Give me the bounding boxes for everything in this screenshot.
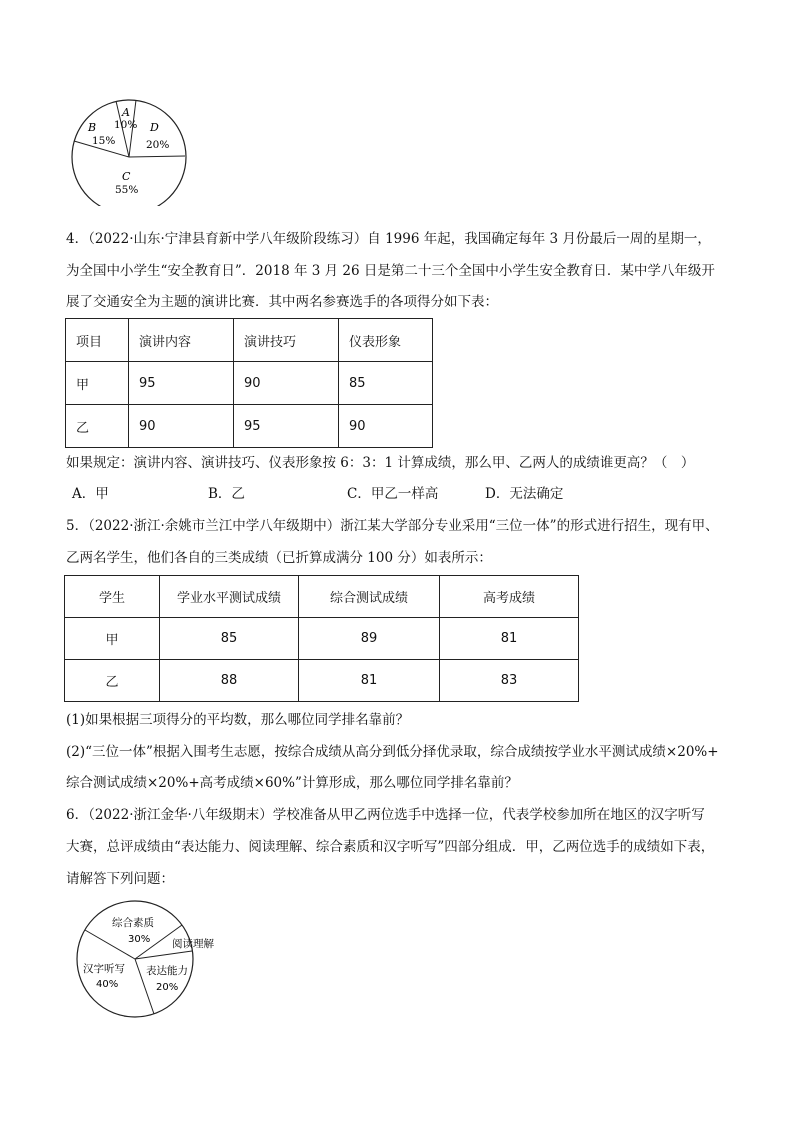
table-cell: 81 <box>440 618 579 660</box>
pie2-pct-hanzi: 40% <box>96 979 119 990</box>
q4-question: 如果规定：演讲内容、演讲技巧、仪表形象按 6：3：1 计算成绩，那么甲、乙两人的成绩谁更高？（ ） <box>66 455 695 471</box>
table-cell: 95 <box>129 362 234 405</box>
table-row <box>65 660 579 702</box>
pie1-label-a: A <box>122 106 130 119</box>
table-cell: 甲 <box>65 618 160 660</box>
pie1-pct-c: 55% <box>115 184 139 196</box>
table-cell: 甲 <box>66 362 129 405</box>
pie-chart-abcd <box>66 96 196 206</box>
q4-option-a: A．甲 <box>72 486 109 502</box>
pie1-pct-a: 10% <box>114 119 138 131</box>
table-header-cell: 演讲技巧 <box>234 319 339 362</box>
table-header-cell: 演讲内容 <box>129 319 234 362</box>
q5-sub-question-2-line1: (2)“三位一体”根据入围考生志愿，按综合成绩从高分到低分择优录取，综合成绩按学业水平测试成绩×20%+ <box>66 744 719 760</box>
table-cell: 81 <box>299 660 440 702</box>
table-row <box>66 362 433 405</box>
q5-score-table <box>64 575 579 702</box>
pie2-label-hanzi: 汉字听写 <box>83 963 125 975</box>
q6-stem-line2: 大赛，总评成绩由“表达能力、阅读理解、综合素质和汉字听写”四部分组成．甲，乙两位选手的成绩如下表， <box>66 839 715 855</box>
q4-score-table <box>65 318 433 448</box>
q4-option-d: D．无法确定 <box>485 486 564 502</box>
pie2-pct-zonghe: 30% <box>128 934 151 945</box>
q5-stem-line1: 5．（2022·浙江·余姚市兰江中学八年级期中）浙江某大学部分专业采用“三位一体”的形式进行招生，现有甲、 <box>66 518 719 534</box>
q4-option-c: C．甲乙一样高 <box>347 486 439 502</box>
pie2-label-zonghe: 综合素质 <box>112 917 154 929</box>
table-header-cell: 项目 <box>66 319 129 362</box>
pie-chart-contest-weights <box>74 896 234 1022</box>
table-header-row <box>65 576 579 618</box>
table-header-cell: 仪表形象 <box>339 319 433 362</box>
table-header-cell: 高考成绩 <box>440 576 579 618</box>
table-cell: 88 <box>160 660 299 702</box>
table-cell: 90 <box>339 405 433 448</box>
pie2-label-biaoda: 表达能力 <box>146 965 188 977</box>
table-row <box>66 405 433 448</box>
table-cell: 85 <box>160 618 299 660</box>
table-cell: 乙 <box>65 660 160 702</box>
table-row <box>65 618 579 660</box>
pie2-pct-biaoda: 20% <box>156 982 179 993</box>
table-cell: 85 <box>339 362 433 405</box>
pie1-label-c: C <box>122 170 131 183</box>
table-cell: 乙 <box>66 405 129 448</box>
pie1-label-b: B <box>88 121 97 134</box>
table-cell: 83 <box>440 660 579 702</box>
q4-option-b: B．乙 <box>208 486 245 502</box>
q5-stem-line2: 乙两名学生，他们各自的三类成绩（已折算成满分 100 分）如表所示： <box>66 550 492 566</box>
table-header-cell: 学生 <box>65 576 160 618</box>
q4-stem-line2: 为全国中小学生“安全教育日”．2018 年 3 月 26 日是第二十三个全国中小学生安全教育日．某中学八年级开 <box>66 263 715 279</box>
q4-stem-line1: 4．（2022·山东·宁津县育新中学八年级阶段练习）自 1996 年起，我国确定每年 3 月份最后一周的星期一， <box>66 231 711 247</box>
pie1-pct-b: 15% <box>92 135 116 147</box>
table-header-row <box>66 319 433 362</box>
table-cell: 90 <box>234 362 339 405</box>
q6-stem-line1: 6．（2022·浙江金华·八年级期末）学校准备从甲乙两位选手中选择一位，代表学校参加所在地区的汉字听写 <box>66 807 705 823</box>
table-cell: 90 <box>129 405 234 448</box>
pie1-label-d: D <box>150 121 159 134</box>
q5-sub-question-1: (1)如果根据三项得分的平均数，那么哪位同学排名靠前？ <box>66 712 410 728</box>
q5-sub-question-2-line2: 综合测试成绩×20%+高考成绩×60%”计算形成，那么哪位同学排名靠前？ <box>66 775 518 791</box>
table-cell: 95 <box>234 405 339 448</box>
table-header-cell: 综合测试成绩 <box>299 576 440 618</box>
q6-stem-line3: 请解答下列问题： <box>66 871 174 887</box>
pie1-pct-d: 20% <box>146 139 170 151</box>
table-cell: 89 <box>299 618 440 660</box>
pie2-label-yuedu: 阅读理解 <box>172 938 214 950</box>
table-header-cell: 学业水平测试成绩 <box>160 576 299 618</box>
q4-stem-line3: 展了交通安全为主题的演讲比赛．其中两名参赛选手的各项得分如下表： <box>66 294 498 310</box>
